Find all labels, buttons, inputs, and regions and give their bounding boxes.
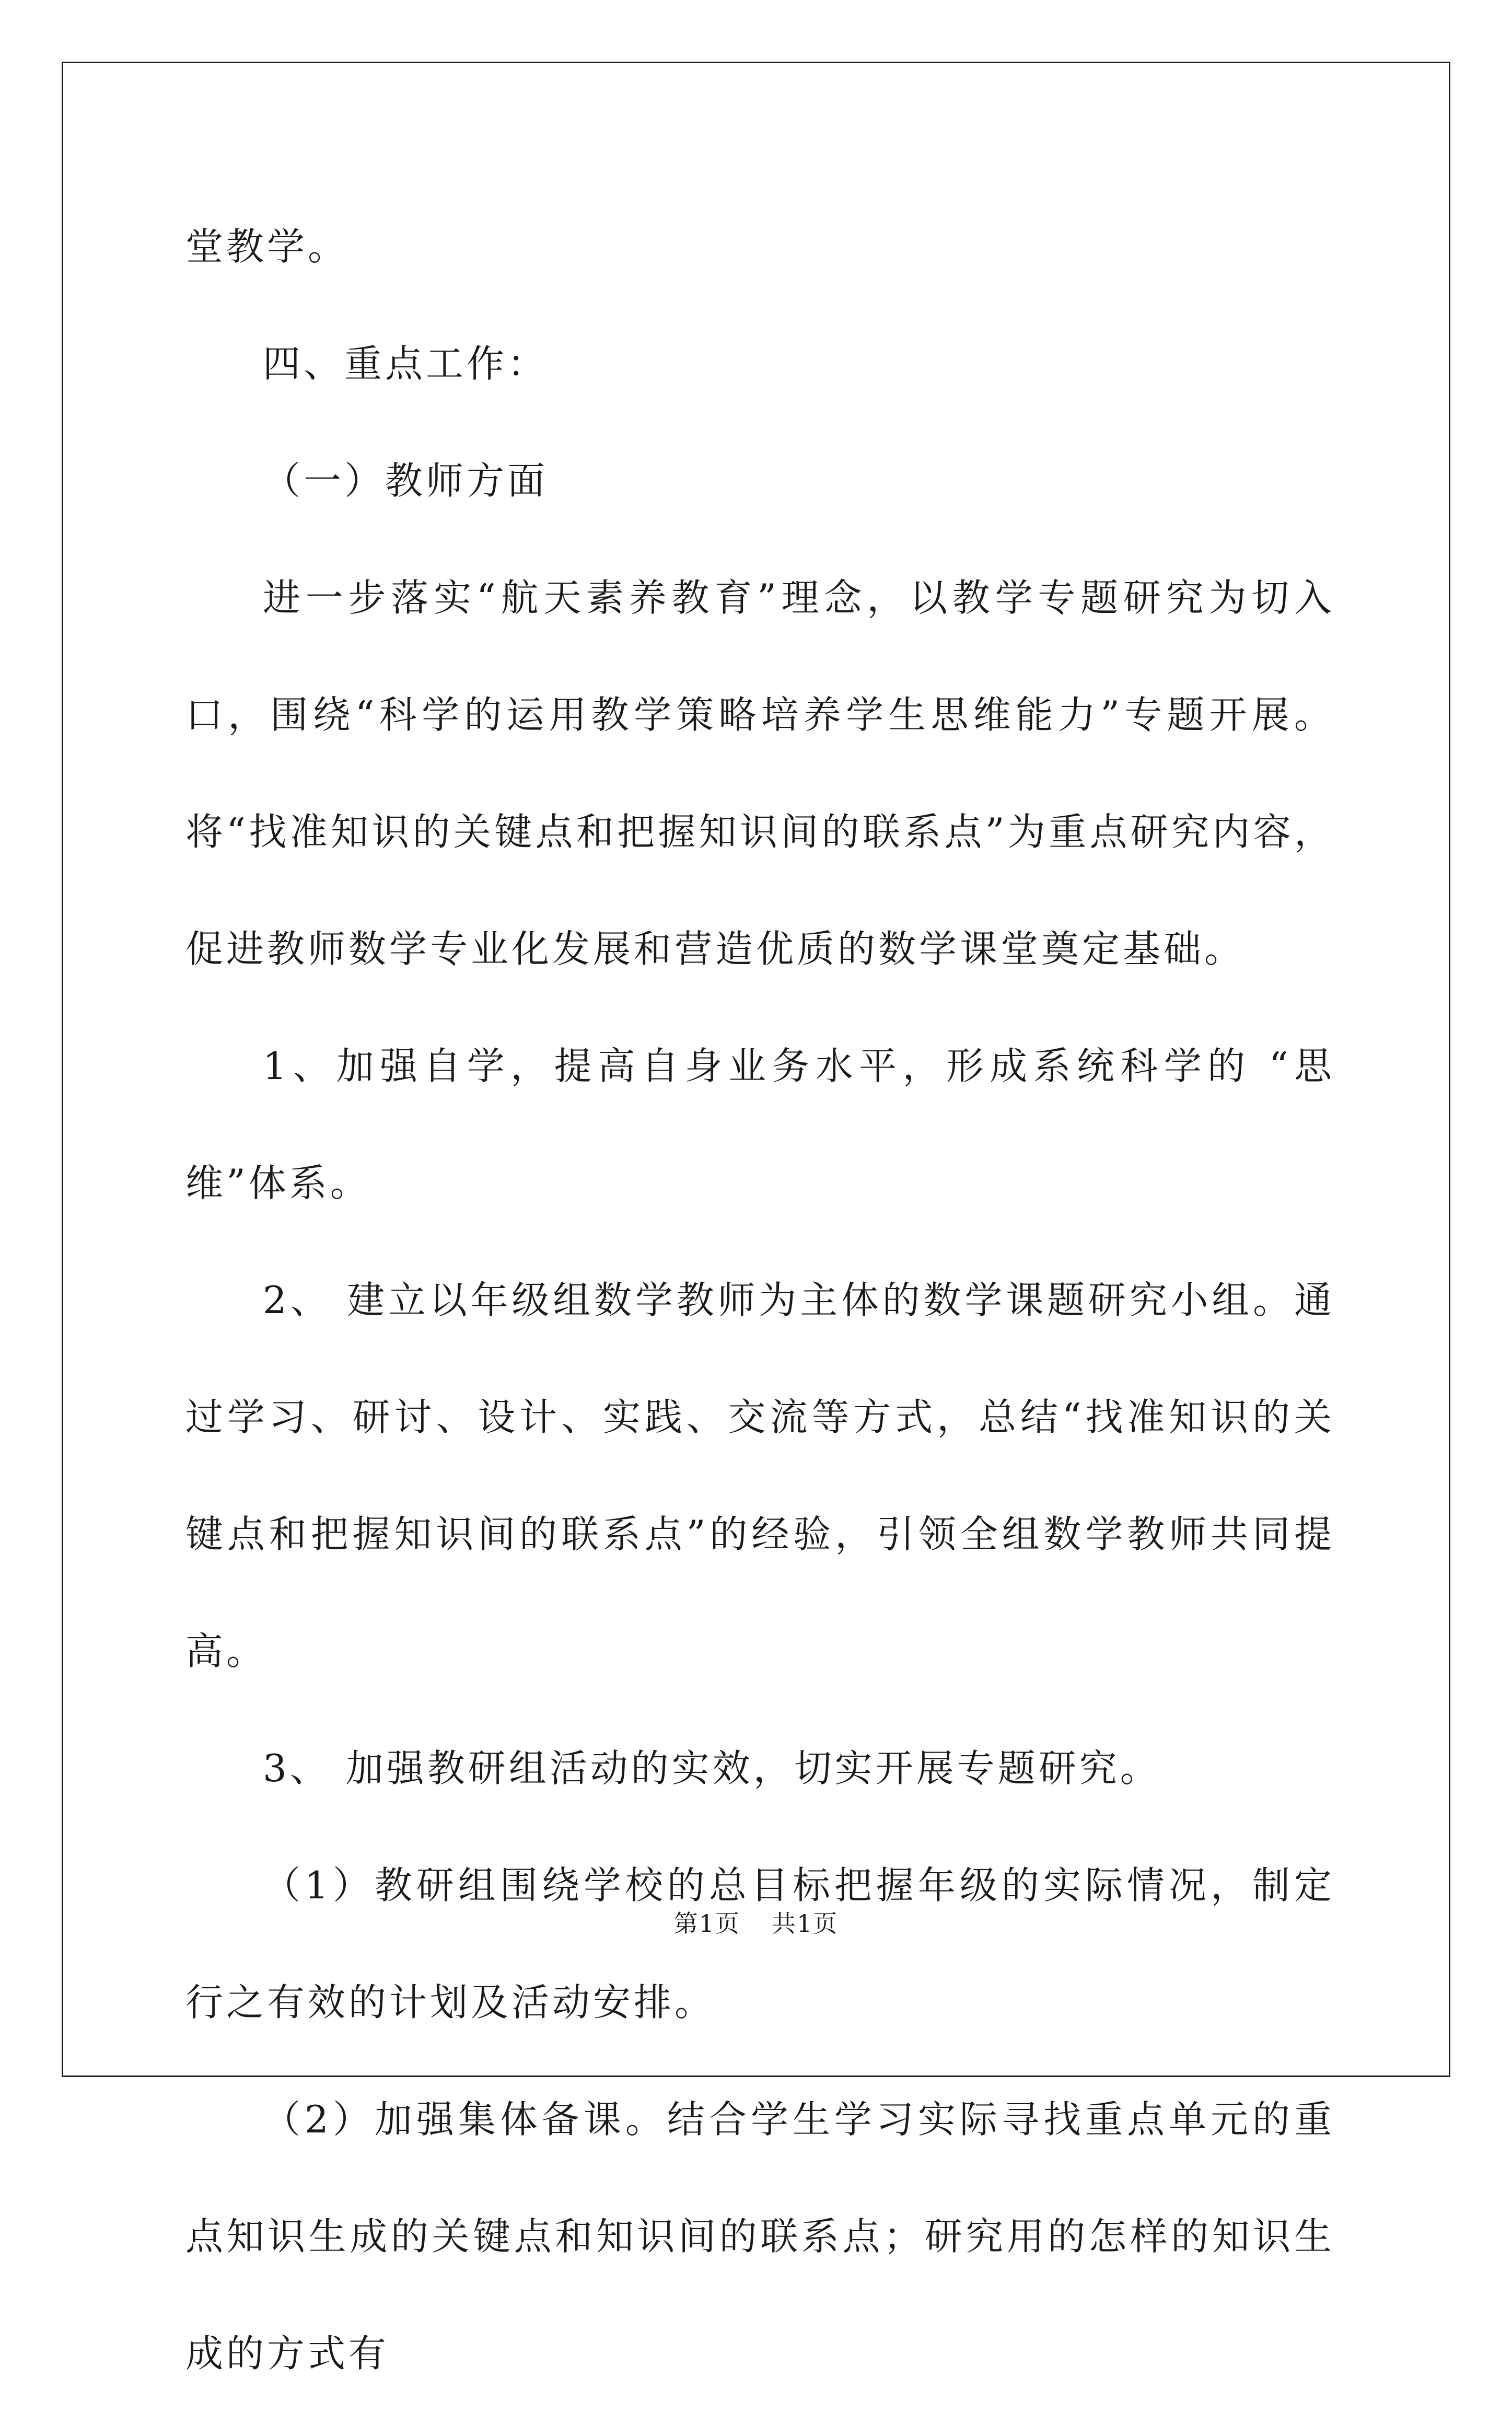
page-footer	[0, 1905, 1512, 1939]
sub-list-item: （2）加强集体备课。结合学生学习实际寻找重点单元的重点知识生成的关键点和知识间的联系点；研究用的怎样的知识生成的方式有	[185, 2097, 1335, 2375]
section-heading: 四、重点工作：	[263, 342, 549, 386]
subsection-heading: （一）教师方面	[263, 459, 549, 503]
list-item: 2、 建立以年级组数学教师为主体的数学课题研究小组。通过学习、研讨、设计、实践、交流等方式，总结“找准知识的关键点和把握知识间的联系点”的经验，引领全组数学教师共同提高。	[185, 1278, 1335, 1673]
list-item: 1、加强自学，提高自身业务水平，形成系统科学的 “思维”体系。	[185, 1044, 1335, 1205]
page-number: 第1页	[673, 1909, 740, 1938]
sub-list-item: （1）教研组围绕学校的总目标把握年级的实际情况，制定行之有效的计划及活动安排。	[185, 1863, 1335, 2024]
list-item: 3、 加强教研组活动的实效，切实开展专题研究。	[263, 1746, 1161, 1790]
paragraph: 进一步落实“航天素养教育”理念，以教学专题研究为切入口，围绕“科学的运用教学策略培养学生思维能力”专题开展。将“找准知识的关键点和把握知识间的联系点”为重点研究内容，促进教师数学专业化发展和营造优质的数学课堂奠定基础。	[185, 576, 1335, 971]
paragraph: 堂教学。	[185, 225, 349, 269]
document-body	[185, 188, 1335, 2412]
page-total: 共1页	[772, 1909, 839, 1938]
